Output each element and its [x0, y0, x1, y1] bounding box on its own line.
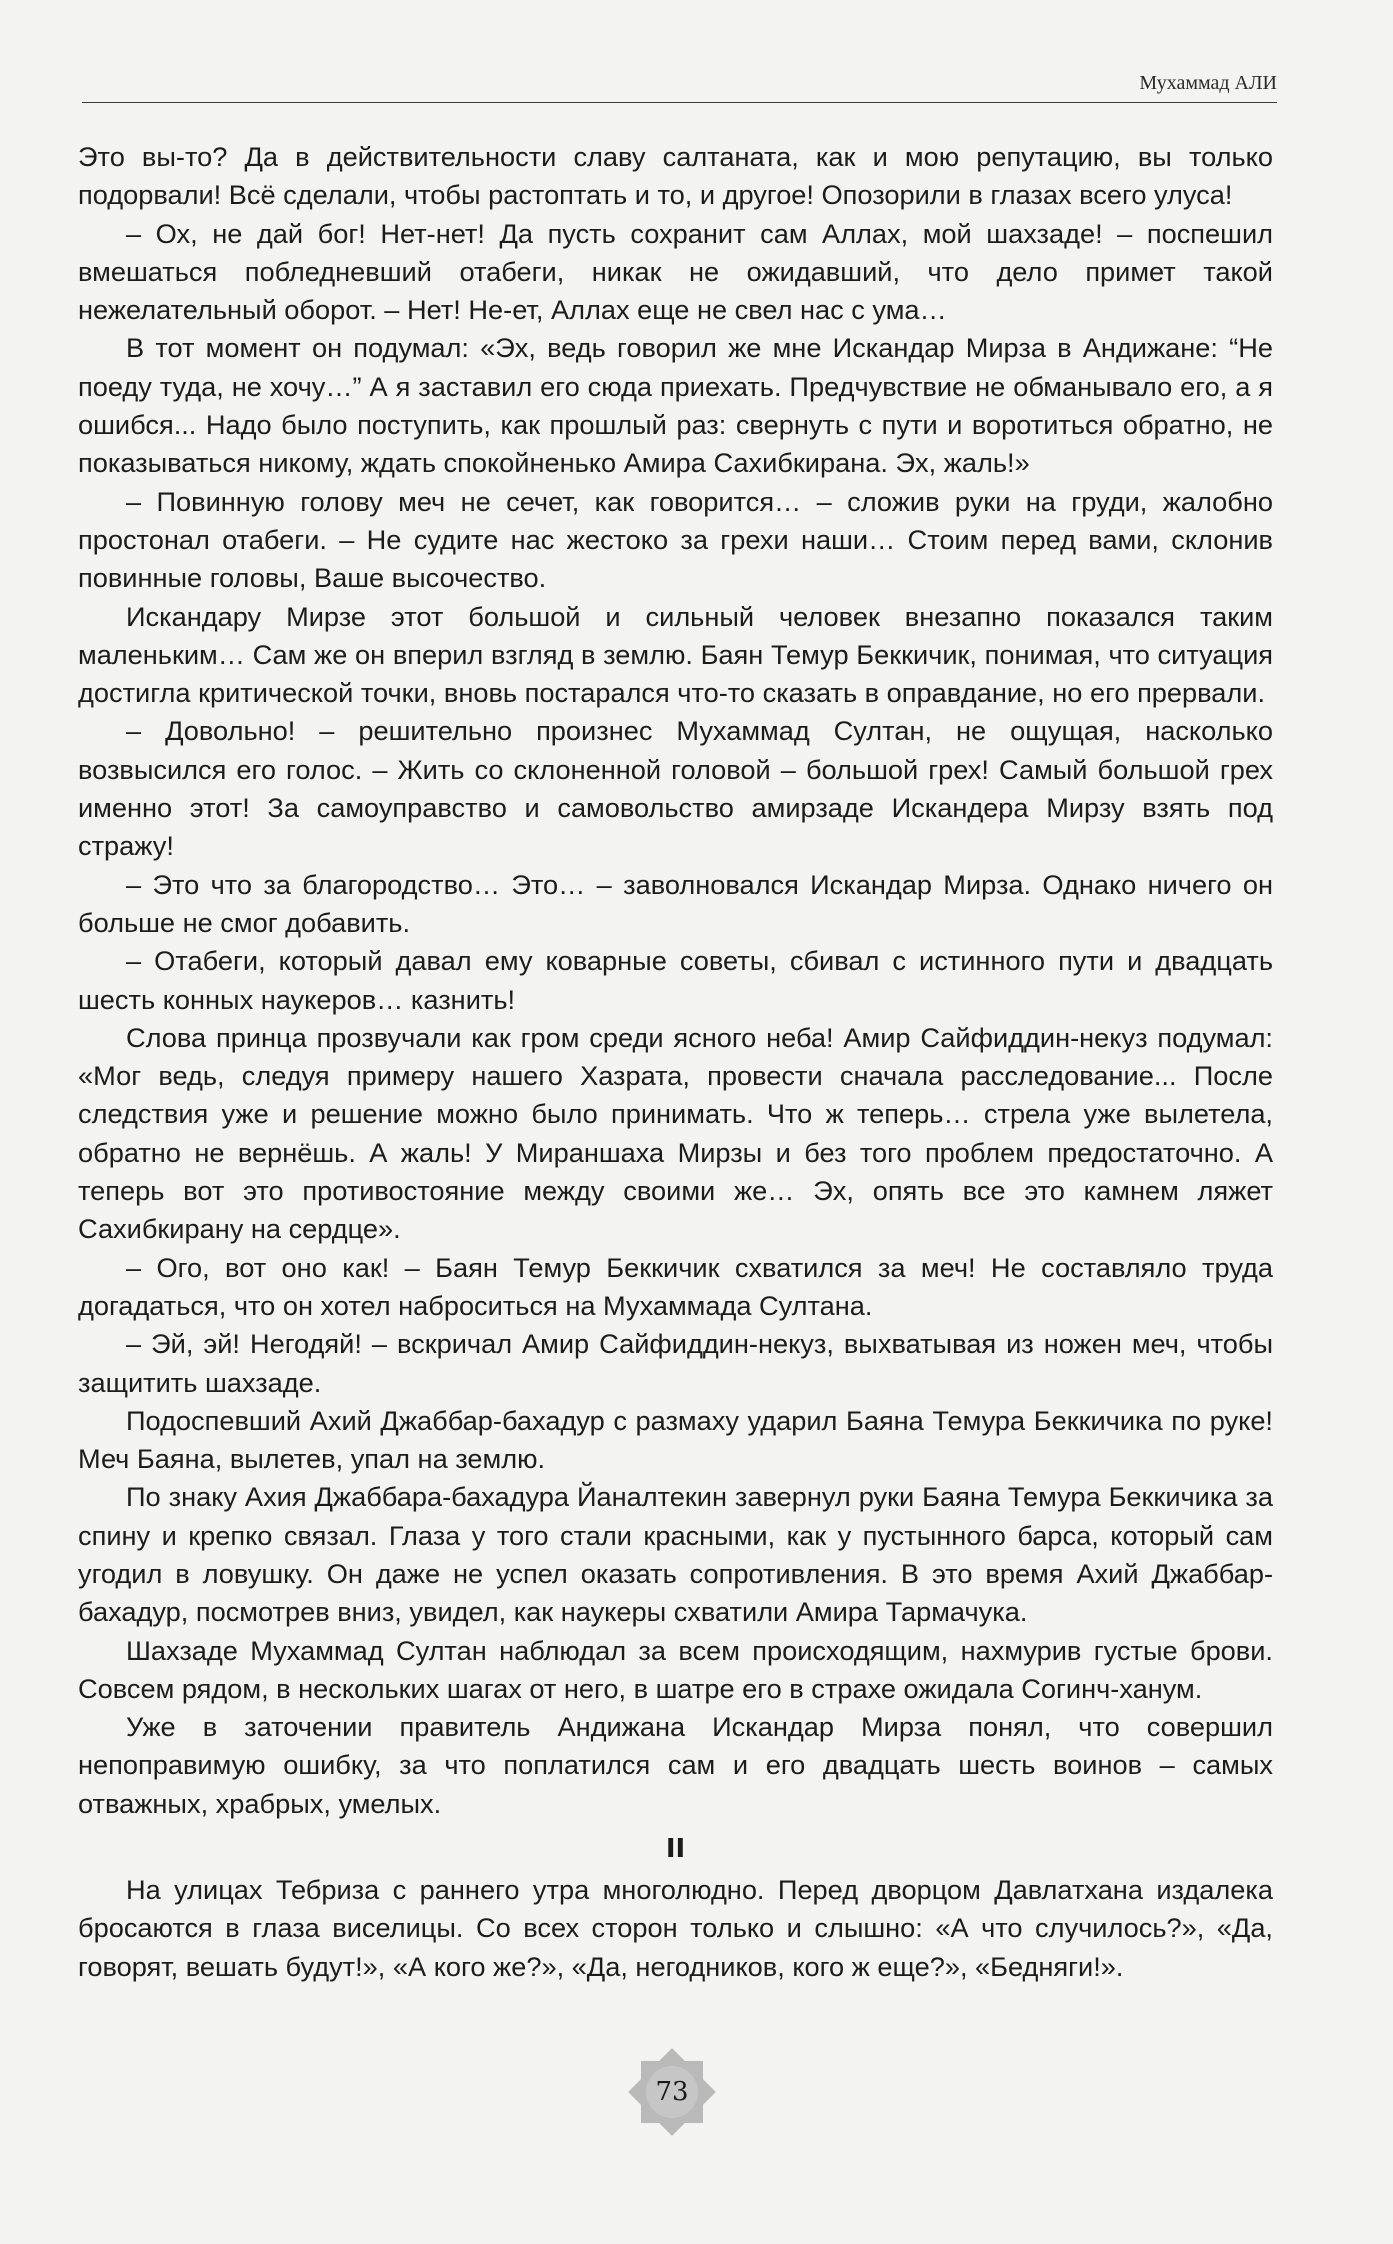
paragraph: Это вы-то? Да в действительности славу салтаната, как и мою репутацию, вы только подорвали! Всё сделали, чтобы растоптать и то, и другое! Опозорили в глазах всего улуса! [78, 141, 1273, 211]
paragraph: Слова принца прозвучали как гром среди ясного неба! Амир Сайфиддин-некуз подумал: «Мог ведь, следуя примеру нашего Хазрата, провести сначала расследование... После следствия уже и решение можно было принимать. Что ж теперь… стрела уже вылетела, обратно не вернёшь. А жаль! У Мираншаха Мирзы и без того проблем предостаточно. А теперь вот это противостояние между своими же… Эх, опять все это камнем ляжет Сахибкирану на сердце». [78, 1021, 1273, 1245]
paragraph: Уже в заточении правитель Андижана Искандар Мирза понял, что совершил непоправимую ошибку, за что поплатился сам и его двадцать шесть воинов – самых отважных, храбрых, умелых. [78, 1711, 1273, 1819]
paragraph: – Ох, не дай бог! Нет-нет! Да пусть сохранит сам Аллах, мой шахзаде! – поспешил вмешаться побледневший отабеги, никак не ожидавший, что дело примет такой нежелательный оборот. – Нет! Не-ет, Аллах еще не свел нас с ума… [78, 217, 1273, 326]
section-number: II [665, 1834, 686, 1865]
paragraph: В тот момент он подумал: «Эх, ведь говорил же мне Искандар Мирза в Андижане: “Не поеду туда, не хочу…” А я заставил его сюда приехать. Предчувствие не обманывало его, а я ошибся... Надо было поступить, как прошлый раз: свернуть с пути и воротиться обратно, не показываться никому, ждать спокойненько Амира Сахибкирана. Эх, жаль!» [78, 332, 1273, 479]
paragraph: – Ого, вот оно как! – Баян Темур Беккичик схватился за меч! Не составляло труда догадаться, что он хотел наброситься на Мухаммада Султана. [78, 1251, 1273, 1321]
paragraph: Искандару Мирзе этот большой и сильный человек внезапно показался таким маленьким… Сам же он вперил взгляд в землю. Баян Темур Беккичик, понимая, что ситуация достигла критической точки, вновь постарался что-то сказать в оправдание, но его прервали. [78, 600, 1273, 709]
paragraph: Подоспевший Ахий Джаббар-бахадур с размаху ударил Баяна Темура Беккичика по руке! Меч Баяна, вылетев, упал на землю. [78, 1404, 1273, 1475]
running-head: Мухаммад АЛИ [1139, 72, 1277, 94]
paragraphs-after-section [78, 1871, 1273, 1986]
header-rule [82, 102, 1277, 103]
paragraphs [78, 138, 1273, 1823]
page-number: 73 [655, 2077, 689, 2107]
paragraph: – Отабеги, который давал ему коварные советы, сбивал с истинного пути и двадцать шесть конных наукеров… казнить! [78, 945, 1273, 1015]
paragraph: – Повинную голову меч не сечет, как говорится… – сложив руки на груди, жалобно простонал отабеги. – Не судите нас жестоко за грехи наши… Стоим перед вами, склонив повинные головы, Ваше высочество. [78, 485, 1273, 594]
paragraph: – Довольно! – решительно произнес Мухаммад Султан, не ощущая, насколько возвысился его голос. – Жить со склоненной головой – большой грех! Самый большой грех именно этот! За самоуправство и самовольство амирзаде Искандера Мирзу взять под стражу! [78, 715, 1273, 862]
paragraph: – Это что за благородство… Это… – заволновался Искандар Мирза. Однако ничего он больше не смог добавить. [78, 868, 1273, 938]
paragraph: Шахзаде Мухаммад Султан наблюдал за всем происходящим, нахмурив густые брови. Совсем рядом, в нескольких шагах от него, в шатре его в страхе ожидала Согинч-ханум. [78, 1634, 1273, 1704]
text-block [78, 138, 1273, 1986]
paragraph: На улицах Тебриза с раннего утра многолюдно. Перед дворцом Давлатхана издалека бросаются в глаза виселицы. Со всех сторон только и слышно: «А что случилось?», «Да, говорят, вешать будут!», «А кого же?», «Да, негодников, кого ж еще?», «Бедняги!». [78, 1874, 1273, 1982]
paragraph: По знаку Ахия Джаббара-бахадура Йаналтекин завернул руки Баяна Темура Беккичика за спину и крепко связал. Глаза у того стали красными, как у пустынного барса, который сам угодил в ловушку. Он даже не успел оказать сопротивления. В это время Ахий Джаббар-бахадур, посмотрев вниз, увидел, как наукеры схватили Амира Тармачука. [78, 1481, 1273, 1628]
paragraph: – Эй, эй! Негодяй! – вскричал Амир Сайфиддин-некуз, выхватывая из ножен меч, чтобы защитить шахзаде. [78, 1328, 1273, 1398]
page-number-badge [624, 2044, 720, 2140]
